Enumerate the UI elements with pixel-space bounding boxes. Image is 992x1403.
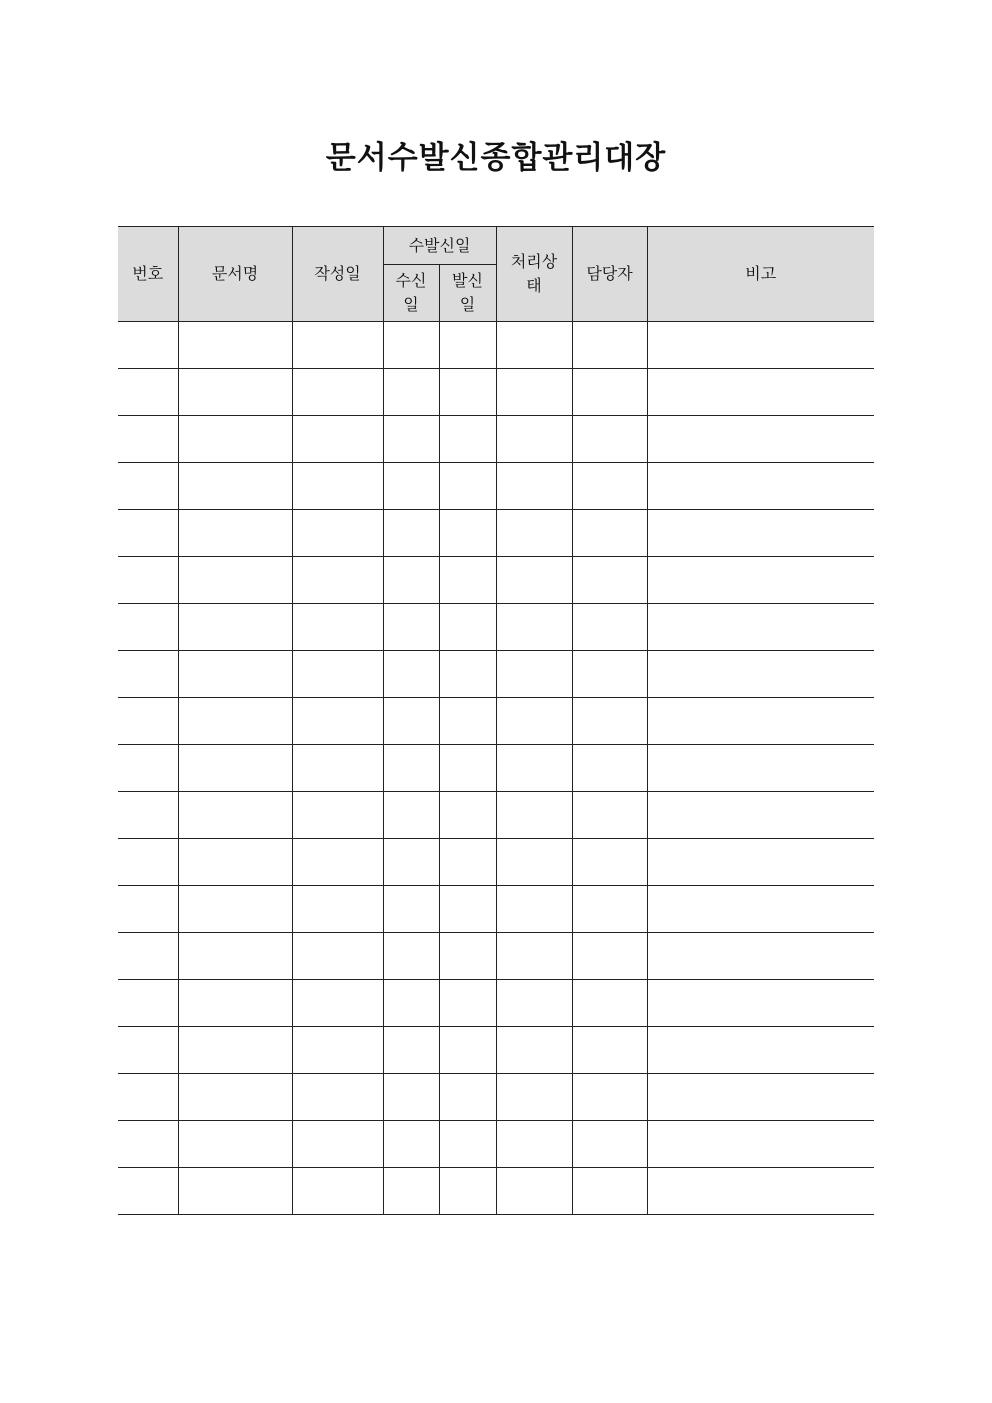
cell-received-date[interactable]	[383, 1074, 439, 1121]
cell-sent-date[interactable]	[439, 1074, 496, 1121]
header-no: 번호	[118, 227, 178, 322]
cell-received-date[interactable]	[383, 463, 439, 510]
cell-status[interactable]	[496, 510, 572, 557]
cell-received-date[interactable]	[383, 1168, 439, 1215]
header-remarks: 비고	[647, 227, 874, 322]
cell-sent-date[interactable]	[439, 980, 496, 1027]
cell-remarks[interactable]	[647, 745, 874, 792]
cell-created-date[interactable]	[292, 698, 383, 745]
cell-no[interactable]	[118, 416, 178, 463]
cell-remarks[interactable]	[647, 933, 874, 980]
table-body	[118, 322, 874, 1215]
cell-no[interactable]	[118, 1027, 178, 1074]
cell-received-date[interactable]	[383, 839, 439, 886]
table-header	[118, 227, 874, 322]
cell-status[interactable]	[496, 1168, 572, 1215]
table-row	[118, 1027, 874, 1074]
table-row	[118, 886, 874, 933]
table-row	[118, 557, 874, 604]
cell-created-date[interactable]	[292, 792, 383, 839]
cell-sent-date[interactable]	[439, 745, 496, 792]
cell-status[interactable]	[496, 886, 572, 933]
table-row	[118, 1074, 874, 1121]
cell-remarks[interactable]	[647, 604, 874, 651]
cell-no[interactable]	[118, 698, 178, 745]
cell-doc-name[interactable]	[178, 745, 292, 792]
cell-manager[interactable]	[572, 792, 647, 839]
table-row	[118, 792, 874, 839]
cell-created-date[interactable]	[292, 745, 383, 792]
cell-sent-date[interactable]	[439, 322, 496, 369]
table-row	[118, 745, 874, 792]
cell-status[interactable]	[496, 698, 572, 745]
cell-status[interactable]	[496, 416, 572, 463]
cell-manager[interactable]	[572, 1074, 647, 1121]
cell-no[interactable]	[118, 322, 178, 369]
cell-received-date[interactable]	[383, 322, 439, 369]
cell-sent-date[interactable]	[439, 933, 496, 980]
cell-doc-name[interactable]	[178, 1074, 292, 1121]
cell-created-date[interactable]	[292, 651, 383, 698]
table-row	[118, 416, 874, 463]
cell-doc-name[interactable]	[178, 651, 292, 698]
cell-remarks[interactable]	[647, 651, 874, 698]
cell-status[interactable]	[496, 1027, 572, 1074]
cell-doc-name[interactable]	[178, 604, 292, 651]
cell-status[interactable]	[496, 839, 572, 886]
cell-created-date[interactable]	[292, 416, 383, 463]
cell-received-date[interactable]	[383, 745, 439, 792]
cell-sent-date[interactable]	[439, 698, 496, 745]
header-sendrecv-date: 수발신일	[383, 227, 496, 265]
header-doc-name: 문서명	[178, 227, 292, 322]
cell-remarks[interactable]	[647, 980, 874, 1027]
cell-created-date[interactable]	[292, 604, 383, 651]
cell-sent-date[interactable]	[439, 416, 496, 463]
cell-received-date[interactable]	[383, 933, 439, 980]
cell-status[interactable]	[496, 604, 572, 651]
cell-created-date[interactable]	[292, 1168, 383, 1215]
cell-created-date[interactable]	[292, 463, 383, 510]
cell-sent-date[interactable]	[439, 1121, 496, 1168]
cell-sent-date[interactable]	[439, 604, 496, 651]
cell-created-date[interactable]	[292, 1074, 383, 1121]
cell-received-date[interactable]	[383, 698, 439, 745]
cell-manager[interactable]	[572, 510, 647, 557]
cell-sent-date[interactable]	[439, 839, 496, 886]
cell-received-date[interactable]	[383, 604, 439, 651]
cell-sent-date[interactable]	[439, 651, 496, 698]
cell-no[interactable]	[118, 1168, 178, 1215]
cell-no[interactable]	[118, 839, 178, 886]
cell-sent-date[interactable]	[439, 557, 496, 604]
cell-doc-name[interactable]	[178, 1121, 292, 1168]
cell-created-date[interactable]	[292, 557, 383, 604]
cell-doc-name[interactable]	[178, 698, 292, 745]
cell-remarks[interactable]	[647, 416, 874, 463]
table-row	[118, 369, 874, 416]
cell-created-date[interactable]	[292, 1121, 383, 1168]
cell-manager[interactable]	[572, 1027, 647, 1074]
cell-remarks[interactable]	[647, 886, 874, 933]
cell-created-date[interactable]	[292, 322, 383, 369]
cell-remarks[interactable]	[647, 510, 874, 557]
cell-no[interactable]	[118, 510, 178, 557]
cell-doc-name[interactable]	[178, 933, 292, 980]
cell-created-date[interactable]	[292, 933, 383, 980]
cell-received-date[interactable]	[383, 792, 439, 839]
header-status: 처리상태	[496, 227, 572, 322]
cell-doc-name[interactable]	[178, 322, 292, 369]
cell-status[interactable]	[496, 933, 572, 980]
cell-doc-name[interactable]	[178, 557, 292, 604]
document-ledger-table	[118, 226, 874, 1215]
cell-created-date[interactable]	[292, 980, 383, 1027]
cell-no[interactable]	[118, 557, 178, 604]
cell-status[interactable]	[496, 980, 572, 1027]
table-row	[118, 1168, 874, 1215]
cell-no[interactable]	[118, 604, 178, 651]
cell-manager[interactable]	[572, 698, 647, 745]
cell-no[interactable]	[118, 745, 178, 792]
cell-received-date[interactable]	[383, 557, 439, 604]
cell-received-date[interactable]	[383, 1121, 439, 1168]
cell-no[interactable]	[118, 886, 178, 933]
cell-remarks[interactable]	[647, 369, 874, 416]
cell-status[interactable]	[496, 1074, 572, 1121]
table-row	[118, 1121, 874, 1168]
cell-no[interactable]	[118, 980, 178, 1027]
table-row	[118, 980, 874, 1027]
cell-no[interactable]	[118, 369, 178, 416]
cell-sent-date[interactable]	[439, 792, 496, 839]
cell-created-date[interactable]	[292, 1027, 383, 1074]
page-title: 문서수발신종합관리대장	[325, 140, 667, 176]
cell-doc-name[interactable]	[178, 463, 292, 510]
cell-manager[interactable]	[572, 1121, 647, 1168]
cell-received-date[interactable]	[383, 980, 439, 1027]
cell-doc-name[interactable]	[178, 839, 292, 886]
cell-doc-name[interactable]	[178, 1027, 292, 1074]
cell-remarks[interactable]	[647, 322, 874, 369]
cell-manager[interactable]	[572, 886, 647, 933]
cell-created-date[interactable]	[292, 839, 383, 886]
table-row	[118, 651, 874, 698]
cell-doc-name[interactable]	[178, 980, 292, 1027]
table-row	[118, 463, 874, 510]
cell-remarks[interactable]	[647, 557, 874, 604]
table-row	[118, 698, 874, 745]
cell-manager[interactable]	[572, 745, 647, 792]
cell-created-date[interactable]	[292, 510, 383, 557]
cell-status[interactable]	[496, 369, 572, 416]
cell-status[interactable]	[496, 557, 572, 604]
cell-no[interactable]	[118, 463, 178, 510]
cell-remarks[interactable]	[647, 1027, 874, 1074]
cell-remarks[interactable]	[647, 698, 874, 745]
cell-manager[interactable]	[572, 839, 647, 886]
cell-received-date[interactable]	[383, 651, 439, 698]
cell-doc-name[interactable]	[178, 369, 292, 416]
cell-manager[interactable]	[572, 463, 647, 510]
cell-manager[interactable]	[572, 416, 647, 463]
table-row	[118, 933, 874, 980]
cell-manager[interactable]	[572, 651, 647, 698]
cell-no[interactable]	[118, 792, 178, 839]
cell-manager[interactable]	[572, 369, 647, 416]
cell-no[interactable]	[118, 933, 178, 980]
cell-no[interactable]	[118, 651, 178, 698]
cell-doc-name[interactable]	[178, 792, 292, 839]
cell-remarks[interactable]	[647, 463, 874, 510]
cell-remarks[interactable]	[647, 1074, 874, 1121]
cell-doc-name[interactable]	[178, 886, 292, 933]
cell-sent-date[interactable]	[439, 369, 496, 416]
cell-received-date[interactable]	[383, 510, 439, 557]
cell-sent-date[interactable]	[439, 886, 496, 933]
cell-received-date[interactable]	[383, 369, 439, 416]
cell-status[interactable]	[496, 322, 572, 369]
cell-sent-date[interactable]	[439, 510, 496, 557]
header-created-date: 작성일	[292, 227, 383, 322]
table-row	[118, 839, 874, 886]
cell-manager[interactable]	[572, 557, 647, 604]
table-row	[118, 604, 874, 651]
cell-remarks[interactable]	[647, 839, 874, 886]
cell-doc-name[interactable]	[178, 416, 292, 463]
cell-status[interactable]	[496, 651, 572, 698]
cell-manager[interactable]	[572, 604, 647, 651]
table-row	[118, 322, 874, 369]
header-sent-date: 발신일	[439, 265, 496, 322]
cell-doc-name[interactable]	[178, 510, 292, 557]
cell-sent-date[interactable]	[439, 1168, 496, 1215]
cell-sent-date[interactable]	[439, 1027, 496, 1074]
cell-manager[interactable]	[572, 933, 647, 980]
cell-received-date[interactable]	[383, 886, 439, 933]
cell-no[interactable]	[118, 1121, 178, 1168]
cell-status[interactable]	[496, 745, 572, 792]
cell-manager[interactable]	[572, 322, 647, 369]
cell-sent-date[interactable]	[439, 463, 496, 510]
cell-received-date[interactable]	[383, 416, 439, 463]
table-row	[118, 510, 874, 557]
cell-created-date[interactable]	[292, 886, 383, 933]
header-manager: 담당자	[572, 227, 647, 322]
cell-remarks[interactable]	[647, 1168, 874, 1215]
cell-status[interactable]	[496, 1121, 572, 1168]
cell-created-date[interactable]	[292, 369, 383, 416]
cell-remarks[interactable]	[647, 1121, 874, 1168]
cell-remarks[interactable]	[647, 792, 874, 839]
header-received-date: 수신일	[383, 265, 439, 322]
cell-received-date[interactable]	[383, 1027, 439, 1074]
cell-doc-name[interactable]	[178, 1168, 292, 1215]
cell-no[interactable]	[118, 1074, 178, 1121]
cell-manager[interactable]	[572, 1168, 647, 1215]
cell-manager[interactable]	[572, 980, 647, 1027]
cell-status[interactable]	[496, 463, 572, 510]
cell-status[interactable]	[496, 792, 572, 839]
